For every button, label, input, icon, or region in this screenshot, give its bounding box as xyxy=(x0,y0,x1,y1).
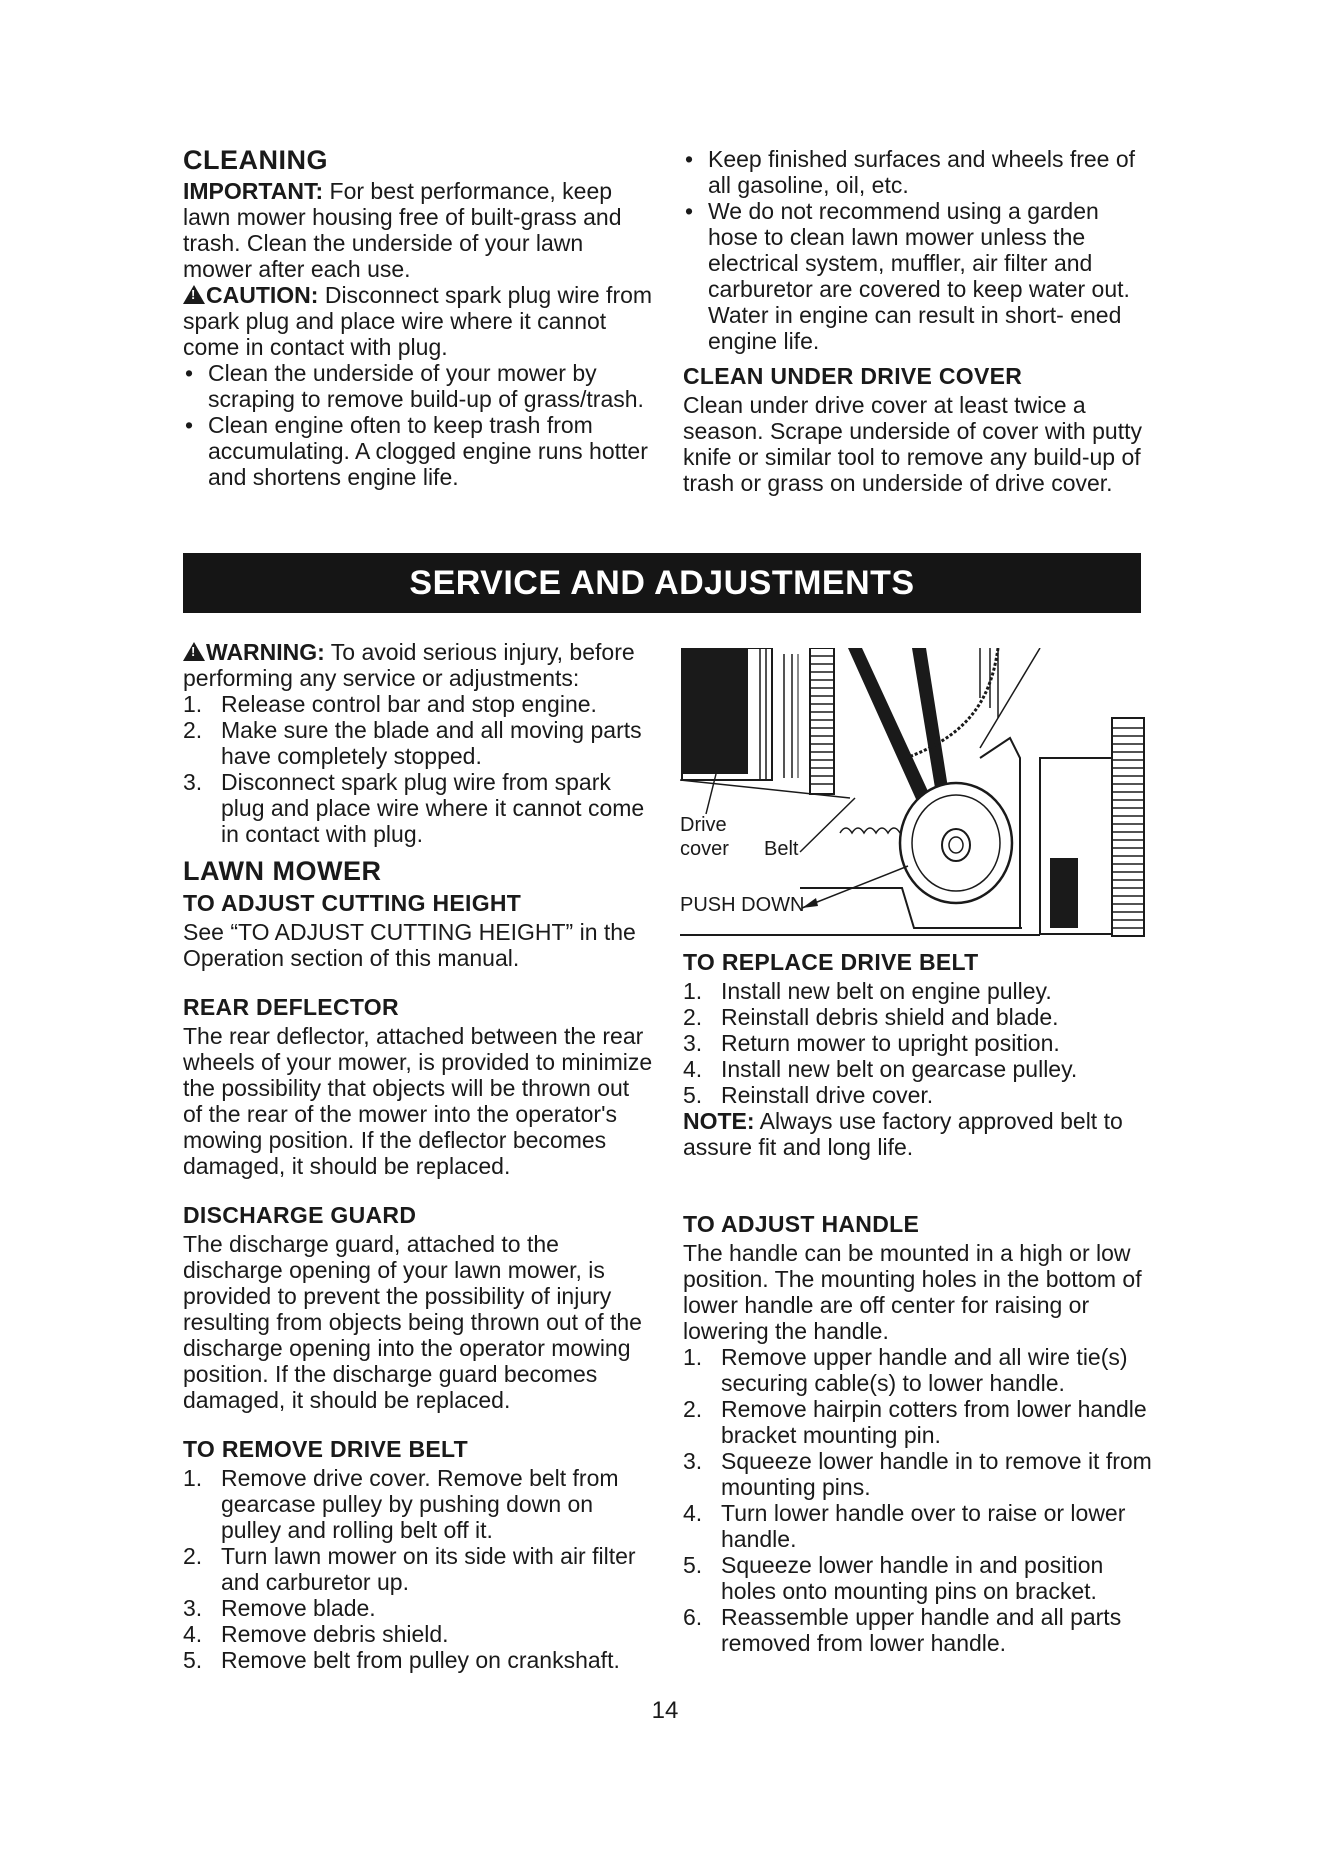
list-item: 1. Release control bar and stop engine. xyxy=(183,691,597,717)
adjust-handle-steps xyxy=(683,1344,1158,1656)
replace-drive-belt-section xyxy=(683,948,1158,1160)
list-item: • Keep finished surfaces and wheels free of all gasoline, oil, etc. xyxy=(683,146,1153,198)
list-item: 4. Install new belt on gearcase pulley. xyxy=(683,1056,1078,1082)
list-item: 5. Squeeze lower handle in and position holes onto mounting pins on bracket. xyxy=(683,1552,1104,1604)
important-paragraph xyxy=(183,178,653,282)
label-cover: cover xyxy=(680,838,729,860)
list-item: 2. Turn lawn mower on its side with air filter and carburetor up. xyxy=(183,1543,636,1595)
caution-label: CAUTION: xyxy=(206,282,319,308)
adjust-handle-section xyxy=(683,1210,1158,1656)
label-push-down: PUSH DOWN xyxy=(680,894,805,916)
remove-drive-belt-title: TO REMOVE DRIVE BELT xyxy=(183,1436,469,1462)
list-item: 2. Reinstall debris shield and blade. xyxy=(683,1004,1059,1030)
page-number: 14 xyxy=(651,1697,679,1724)
note-paragraph xyxy=(683,1108,1158,1160)
caution-text: Disconnect spark plug wire from spark plug and place wire where it cannot come in contact with plug. xyxy=(183,282,653,360)
replace-drive-belt-title: TO REPLACE DRIVE BELT xyxy=(683,949,979,975)
discharge-guard-text: The discharge guard, attached to the discharge opening of your lawn mower, is provided to prevent the possibility of injury resulting from objects being thrown out of the discharge opening into the operator mowing position. If the discharge guard becomes damaged, it should be replaced. xyxy=(183,1231,642,1413)
warning-text: To avoid serious injury, before performing any service or adjustments: xyxy=(183,639,635,691)
discharge-guard-title: DISCHARGE GUARD xyxy=(183,1202,417,1228)
service-left-column xyxy=(183,639,653,1673)
note-text: Always use factory approved belt to assure fit and long life. xyxy=(683,1108,1123,1160)
list-item: 3. Disconnect spark plug wire from spark plug and place wire where it cannot come in contact with plug. xyxy=(183,769,645,847)
replace-drive-belt-steps xyxy=(683,978,1158,1108)
warning-triangle-icon xyxy=(183,642,205,661)
list-item: 1. Install new belt on engine pulley. xyxy=(683,978,1052,1004)
cleaning-bullet-list-right xyxy=(683,146,1153,354)
cleaning-bullet-list xyxy=(183,360,653,490)
list-item: • Clean the underside of your mower by scraping to remove build-up of grass/trash. xyxy=(183,360,653,412)
list-item: 4. Turn lower handle over to raise or lower handle. xyxy=(683,1500,1126,1552)
list-item: 3. Remove blade. xyxy=(183,1595,376,1621)
rear-deflector-text: The rear deflector, attached between the rear wheels of your mower, is provided to minimize the possibility that objects will be thrown out of the rear of the mower into the operator's mowing position. If the deflector becomes damaged, it should be replaced. xyxy=(183,1023,653,1179)
note-label: NOTE: xyxy=(683,1108,755,1134)
list-item: 1. Remove drive cover. Remove belt from gearcase pulley by pushing down on pulley and rolling belt off it. xyxy=(183,1465,619,1543)
label-belt: Belt xyxy=(764,838,799,860)
cutting-height-text: See “TO ADJUST CUTTING HEIGHT” in the Operation section of this manual. xyxy=(183,919,636,971)
cutting-height-title: TO ADJUST CUTTING HEIGHT xyxy=(183,890,522,916)
list-item: 3. Return mower to upright position. xyxy=(683,1030,1060,1056)
warning-label: WARNING: xyxy=(206,639,325,665)
list-item: 5. Remove belt from pulley on crankshaft. xyxy=(183,1647,620,1673)
rear-deflector-title: REAR DEFLECTOR xyxy=(183,994,399,1020)
list-item: 5. Reinstall drive cover. xyxy=(683,1082,934,1108)
caution-paragraph xyxy=(183,282,653,360)
list-item: 2. Remove hairpin cotters from lower handle bracket mounting pin. xyxy=(683,1396,1147,1448)
list-item: 6. Reassemble upper handle and all parts removed from lower handle. xyxy=(683,1604,1122,1656)
list-item: • We do not recommend using a garden hose to clean lawn mower unless the electrical system, muffler, air filter and carburetor are covered to keep water out. Water in engine can result in short- ened engine life. xyxy=(683,198,1153,354)
clean-under-drive-cover-title: CLEAN UNDER DRIVE COVER xyxy=(683,363,1023,389)
important-label: IMPORTANT: xyxy=(183,178,324,204)
cleaning-section xyxy=(183,144,653,490)
warning-paragraph xyxy=(183,639,653,691)
adjust-handle-title: TO ADJUST HANDLE xyxy=(683,1211,920,1237)
cleaning-title: CLEANING xyxy=(183,145,328,175)
cleaning-section-continued xyxy=(683,146,1153,496)
list-item: 3. Squeeze lower handle in to remove it from mounting pins. xyxy=(683,1448,1152,1500)
list-item: 2. Make sure the blade and all moving parts have completely stopped. xyxy=(183,717,642,769)
adjust-handle-text: The handle can be mounted in a high or low position. The mounting holes in the bottom of lower handle are off center for raising or lowering the handle. xyxy=(683,1240,1142,1344)
label-drive: Drive xyxy=(680,814,727,836)
drive-belt-figure xyxy=(680,648,1146,938)
warning-steps xyxy=(183,691,653,847)
remove-drive-belt-steps xyxy=(183,1465,653,1673)
warning-triangle-icon xyxy=(183,285,205,304)
section-banner: SERVICE AND ADJUSTMENTS xyxy=(183,553,1141,613)
list-item: 1. Remove upper handle and all wire tie(s) securing cable(s) to lower handle. xyxy=(683,1344,1128,1396)
list-item: 4. Remove debris shield. xyxy=(183,1621,449,1647)
list-item: • Clean engine often to keep trash from accumulating. A clogged engine runs hotter and shortens engine life. xyxy=(183,412,653,490)
clean-under-drive-cover-text: Clean under drive cover at least twice a season. Scrape underside of cover with putty knife or similar tool to remove any build-up of trash or grass on underside of drive cover. xyxy=(683,392,1142,496)
important-text: For best performance, keep lawn mower housing free of built-grass and trash. Clean the underside of your lawn mower after each use. xyxy=(183,178,622,282)
lawn-mower-title: LAWN MOWER xyxy=(183,856,382,886)
